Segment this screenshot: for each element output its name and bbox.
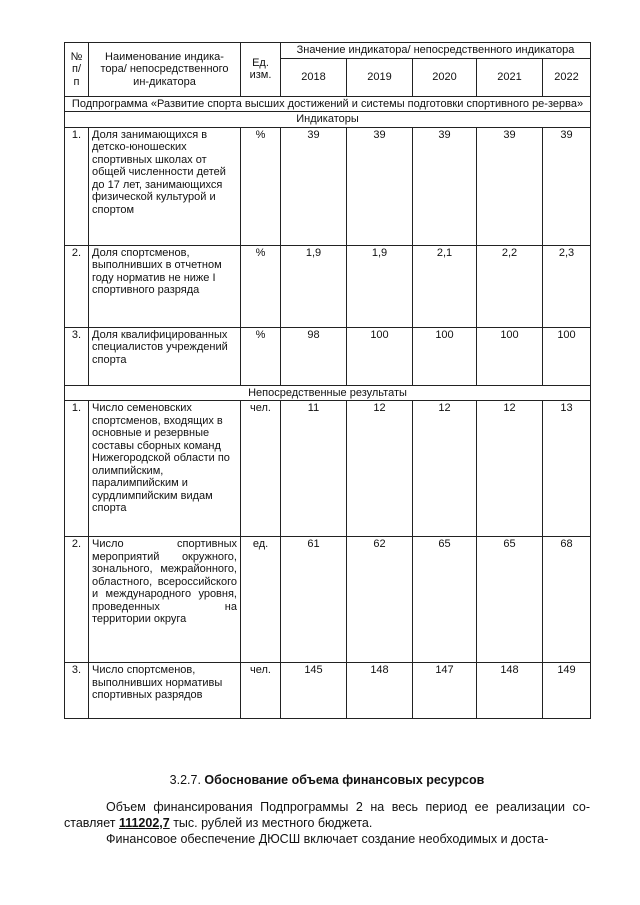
- heading-number: 3.2.7.: [169, 773, 201, 787]
- row-value: 2,1: [413, 245, 477, 327]
- subprogram-row: [65, 96, 591, 112]
- row-unit: чел.: [241, 663, 281, 719]
- row-value: 62: [347, 537, 413, 663]
- header-number: № п/ п: [65, 43, 89, 97]
- row-value: 12: [477, 401, 543, 537]
- financing-amount: 111202,7: [118, 816, 170, 830]
- row-value: 100: [413, 327, 477, 385]
- row-value: 39: [347, 127, 413, 245]
- row-name: Число спортивных мероприятий окружного, зонального, межрайонного, областного, всероссийского и международного уровня, проведенных на территории округа: [89, 537, 241, 663]
- row-value: 1,9: [281, 245, 347, 327]
- row-unit: %: [241, 245, 281, 327]
- row-value: 68: [543, 537, 591, 663]
- row-value: 39: [413, 127, 477, 245]
- table-row: [65, 127, 591, 245]
- row-value: 39: [543, 127, 591, 245]
- header-unit: Ед. изм.: [241, 43, 281, 97]
- row-number: 2.: [65, 245, 89, 327]
- row-unit: %: [241, 127, 281, 245]
- table-row: [65, 401, 591, 537]
- row-value: 100: [347, 327, 413, 385]
- header-year: 2022: [543, 58, 591, 96]
- row-number: 2.: [65, 537, 89, 663]
- row-value: 149: [543, 663, 591, 719]
- row-number: 1.: [65, 127, 89, 245]
- table-row: [65, 245, 591, 327]
- row-value: 61: [281, 537, 347, 663]
- section-results: Непосредственные результаты: [65, 385, 591, 401]
- row-value: 148: [477, 663, 543, 719]
- row-unit: %: [241, 327, 281, 385]
- provision-paragraph: Финансовое обеспечение ДЮСШ включает создание необходимых и доста-: [106, 832, 549, 846]
- heading-title: Обоснование объема финансовых ресурсов: [204, 773, 485, 787]
- row-unit: чел.: [241, 401, 281, 537]
- row-value: 2,2: [477, 245, 543, 327]
- header-year: 2019: [347, 58, 413, 96]
- section-indicators: Индикаторы: [65, 112, 591, 128]
- section-heading: [64, 773, 590, 787]
- row-value: 65: [477, 537, 543, 663]
- row-value: 12: [413, 401, 477, 537]
- row-value: 13: [543, 401, 591, 537]
- row-value: 100: [543, 327, 591, 385]
- row-name: Число спортсменов, выполнивших нормативы спортивных разрядов: [89, 663, 241, 719]
- row-unit: ед.: [241, 537, 281, 663]
- row-number: 3.: [65, 327, 89, 385]
- row-value: 2,3: [543, 245, 591, 327]
- header-name: Наименование индика-тора/ непосредственного ин-дикатора: [89, 43, 241, 97]
- row-name: Доля спортсменов, выполнивших в отчетном году норматив не ниже I спортивного разряда: [89, 245, 241, 327]
- table-row: [65, 537, 591, 663]
- row-value: 65: [413, 537, 477, 663]
- section-row: [65, 112, 591, 128]
- row-value: 1,9: [347, 245, 413, 327]
- row-value: 39: [477, 127, 543, 245]
- header-year: 2018: [281, 58, 347, 96]
- row-value: 148: [347, 663, 413, 719]
- header-row: [65, 43, 591, 59]
- section-row: [65, 385, 591, 401]
- table-row: [65, 327, 591, 385]
- header-year: 2020: [413, 58, 477, 96]
- indicators-table: [64, 42, 591, 719]
- row-value: 39: [281, 127, 347, 245]
- header-values-title: Значение индикатора/ непосредственного индикатора: [281, 43, 591, 59]
- row-value: 147: [413, 663, 477, 719]
- row-name: Число семеновских спортсменов, входящих в основные и резервные составы сборных команд Нижегородской области по олимпийским, паралимпийским и сурдлимпийским видам спорта: [89, 401, 241, 537]
- subprogram-title: Подпрограмма «Развитие спорта высших достижений и системы подготовки спортивного ре-зерва»: [65, 96, 591, 112]
- row-value: 145: [281, 663, 347, 719]
- paragraph-text: тыс. рублей из местного бюджета.: [169, 816, 373, 830]
- header-year: 2021: [477, 58, 543, 96]
- row-number: 3.: [65, 663, 89, 719]
- row-value: 12: [347, 401, 413, 537]
- row-name: Доля квалифицированных специалистов учреждений спорта: [89, 327, 241, 385]
- row-name: Доля занимающихся в детско-юношеских спортивных школах от общей численности детей до 17 лет, занимающихся физической культурой и спортом: [89, 127, 241, 245]
- table-row: [65, 663, 591, 719]
- row-number: 1.: [65, 401, 89, 537]
- paragraph-text: Объем финансирования Подпрограммы 2 на весь период ее реализации со-ставляет: [64, 800, 590, 830]
- row-value: 98: [281, 327, 347, 385]
- financing-paragraph: [64, 799, 590, 831]
- row-value: 11: [281, 401, 347, 537]
- row-value: 100: [477, 327, 543, 385]
